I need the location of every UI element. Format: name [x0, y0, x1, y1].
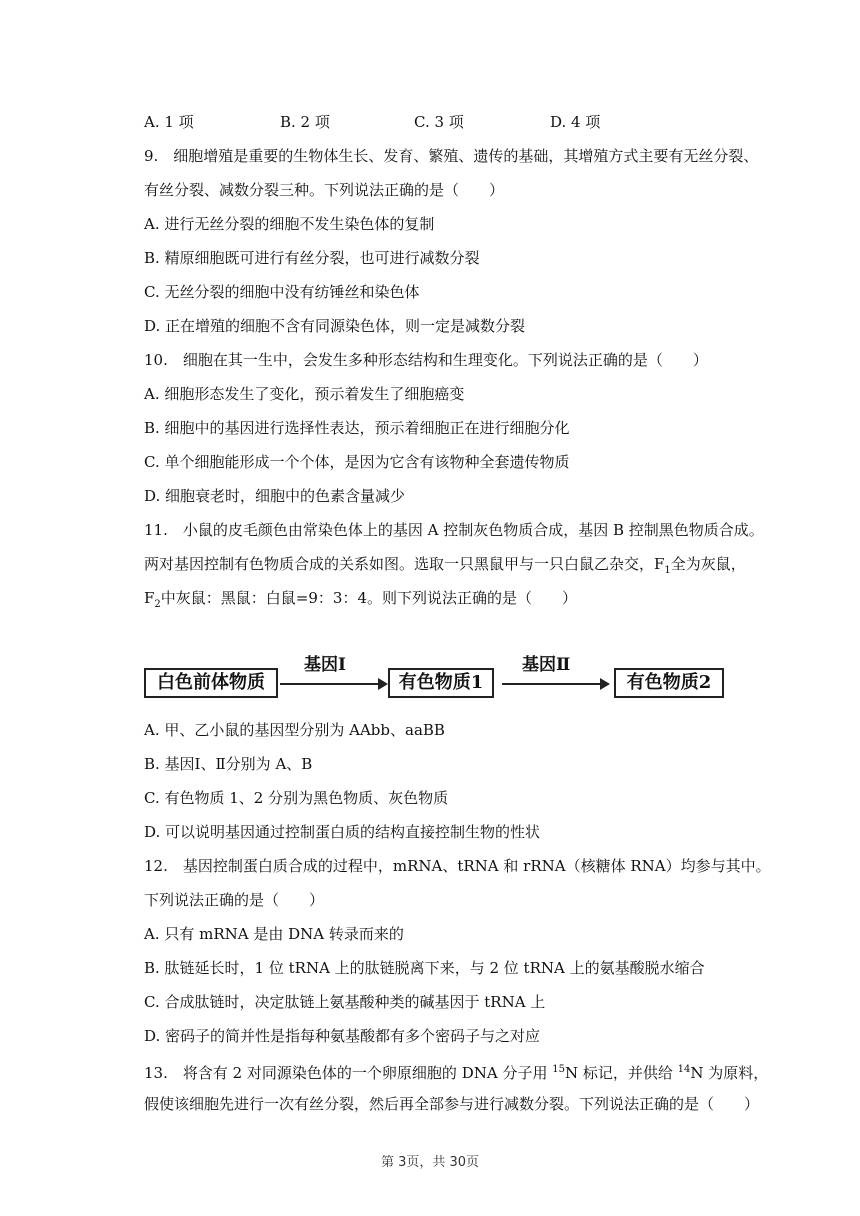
q8-option-a: A. 1 项	[144, 113, 194, 131]
q11-option-b: B. 基因Ⅰ、Ⅱ分别为 A、B	[144, 755, 313, 773]
diagram-box-colored2: 有色物质2	[614, 668, 724, 698]
q11-stem-line3-pre: F	[144, 589, 155, 607]
q11-option-a: A. 甲、乙小鼠的基因型分别为 AAbb、aaBB	[144, 721, 445, 739]
q8-option-d: D. 4 项	[550, 113, 601, 131]
q11-stem-line2-sub: 1	[664, 565, 671, 576]
q11-stem-line3-sub: 2	[154, 599, 161, 610]
q9-option-b: B. 精原细胞既可进行有丝分裂，也可进行减数分裂	[144, 249, 480, 267]
q11-option-d: D. 可以说明基因通过控制蛋白质的结构直接控制生物的性状	[144, 823, 541, 841]
q13-stem-line1-mid: N 标记，并供给	[564, 1064, 678, 1082]
q9-option-c: C. 无丝分裂的细胞中没有纺锤丝和染色体	[144, 283, 420, 301]
q8-option-c: C. 3 项	[414, 113, 464, 131]
q8-option-b: B. 2 项	[280, 113, 330, 131]
q12-stem-line1: 12. 基因控制蛋白质合成的过程中，mRNA、tRNA 和 rRNA（核糖体 RNA）均参与其中。	[144, 857, 771, 875]
diagram-arrow2-head-icon	[600, 678, 610, 690]
q11-stem-line2-tail: 全为灰鼠，	[670, 555, 746, 573]
q11-option-c: C. 有色物质 1、2 分别为黑色物质、灰色物质	[144, 789, 449, 807]
q12-option-c: C. 合成肽链时，决定肽链上氨基酸种类的碱基因于 tRNA 上	[144, 993, 546, 1011]
q11-stem-line2-text: 两对基因控制有色物质合成的关系如图。选取一只黑鼠甲与一只白鼠乙杂交，F	[144, 555, 665, 573]
page-footer: 第 3页，共 30页	[380, 1155, 480, 1170]
gene-pathway-diagram	[144, 650, 726, 706]
q10-option-d: D. 细胞衰老时，细胞中的色素含量减少	[144, 487, 406, 505]
q9-option-d: D. 正在增殖的细胞不含有同源染色体，则一定是减数分裂	[144, 317, 526, 335]
q9-stem-line2: 有丝分裂、减数分裂三种。下列说法正确的是（ ）	[144, 181, 505, 199]
q13-sup-14: 14	[677, 1064, 691, 1075]
diagram-box-precursor: 白色前体物质	[144, 668, 278, 698]
q11-stem-line2	[144, 554, 746, 581]
diagram-label-gene2: 基因Ⅱ	[522, 655, 571, 675]
diagram-arrow1-line	[280, 683, 380, 685]
q13-stem-line1	[144, 1060, 768, 1083]
q13-stem-line1-tail: N 为原料，	[690, 1064, 769, 1082]
q12-stem-line2: 下列说法正确的是（ ）	[144, 891, 325, 909]
q9-option-a: A. 进行无丝分裂的细胞不发生染色体的复制	[144, 215, 435, 233]
q12-option-d: D. 密码子的简并性是指每种氨基酸都有多个密码子与之对应	[144, 1027, 541, 1045]
q12-option-a: A. 只有 mRNA 是由 DNA 转录而来的	[144, 925, 404, 943]
q13-stem-line2: 假使该细胞先进行一次有丝分裂，然后再全部参与进行减数分裂。下列说法正确的是（ ）	[144, 1095, 760, 1113]
q10-option-a: A. 细胞形态发生了变化，预示着发生了细胞癌变	[144, 385, 465, 403]
diagram-arrow2-line	[502, 683, 602, 685]
q13-stem-line1-pre: 13. 将含有 2 对同源染色体的一个卵原细胞的 DNA 分子用	[144, 1064, 553, 1082]
q11-stem-line3-tail: 中灰鼠：黑鼠：白鼠=9：3：4。则下列说法正确的是（ ）	[160, 589, 577, 607]
q10-option-c: C. 单个细胞能形成一个个体，是因为它含有该物种全套遗传物质	[144, 453, 570, 471]
q10-option-b: B. 细胞中的基因进行选择性表达，预示着细胞正在进行细胞分化	[144, 419, 570, 437]
q13-sup-15: 15	[552, 1064, 565, 1075]
q9-stem-line1: 9. 细胞增殖是重要的生物体生长、发育、繁殖、遗传的基础，其增殖方式主要有无丝分裂、	[144, 147, 759, 165]
q11-stem-line1: 11. 小鼠的皮毛颜色由常染色体上的基因 A 控制灰色物质合成，基因 B 控制黑色物质合成。	[144, 521, 764, 539]
q12-option-b: B. 肽链延长时，1 位 tRNA 上的肽链脱离下来，与 2 位 tRNA 上的氨基酸脱水缩合	[144, 959, 705, 977]
q11-stem-line3	[144, 588, 577, 615]
diagram-arrow1-head-icon	[378, 678, 388, 690]
diagram-label-gene1: 基因Ⅰ	[304, 655, 346, 675]
diagram-box-colored1: 有色物质1	[388, 668, 494, 698]
q10-stem-line1: 10. 细胞在其一生中，会发生多种形态结构和生理变化。下列说法正确的是（ ）	[144, 351, 708, 369]
